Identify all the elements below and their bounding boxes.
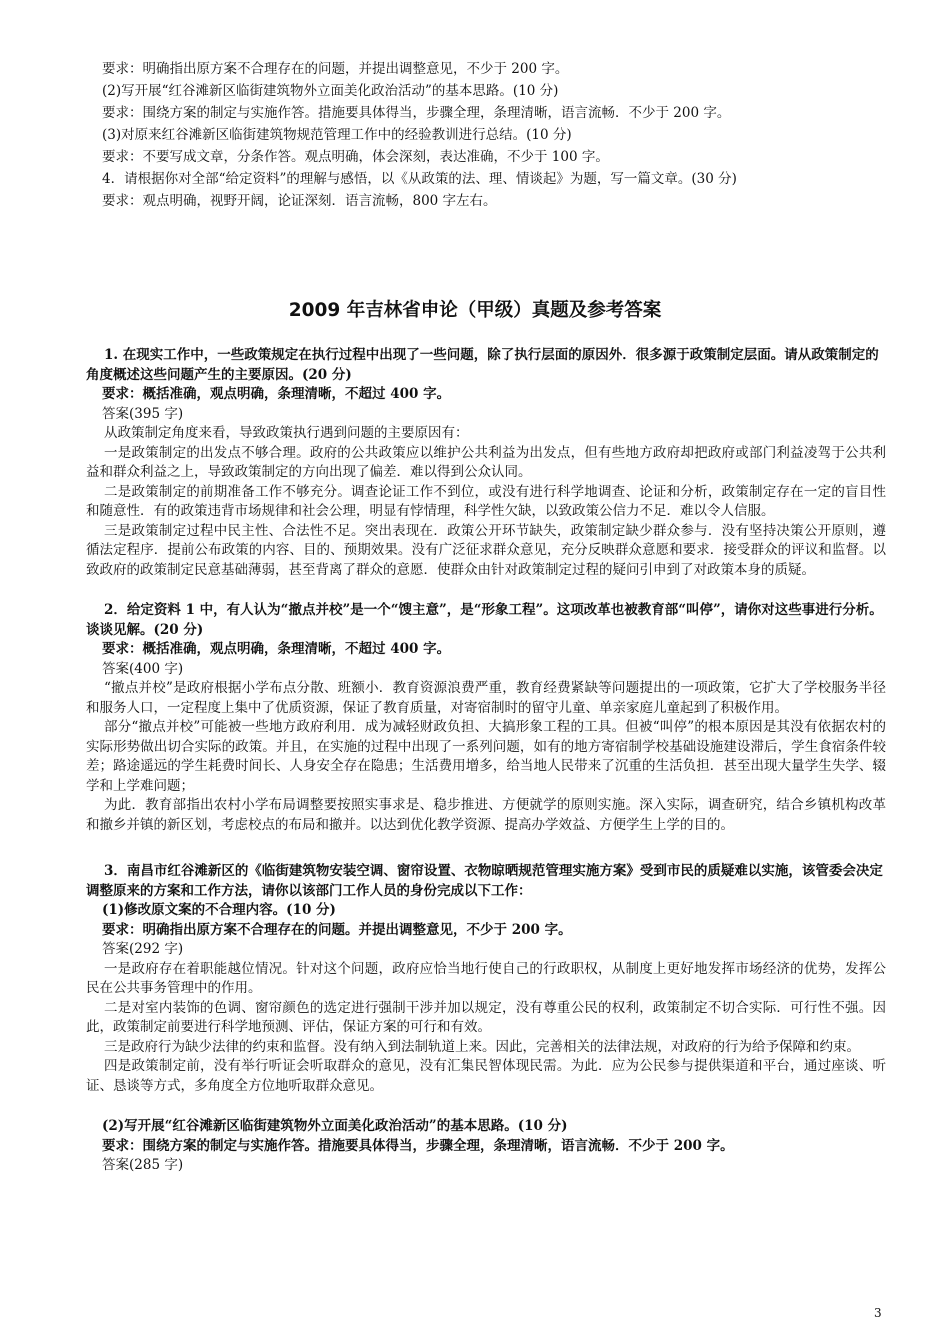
- intro-line: 4．请根据你对全部“给定资料”的理解与感悟，以《从政策的法、理、情谈起》为题，写一篇文章。(30 分): [102, 171, 737, 187]
- question-1-section: [86, 346, 886, 580]
- question-2-text: 2．给定资料 1 中，有人认为“撤点并校”是一个“馊主意”，是“形象工程”。这项改革也被教育部“叫停”，请你对这些事进行分析。谈谈见解。(20 分): [86, 602, 883, 638]
- question-2-answer-label: 答案(400 字): [102, 660, 184, 677]
- answer-paragraph: 从政策制定角度来看，导致政策执行遇到问题的主要原因有：: [104, 425, 469, 441]
- question-3-sub-1: (1)修改原文案的不合理内容。(10 分): [102, 902, 336, 918]
- intro-line: (2)写开展“红谷滩新区临街建筑物外立面美化政治活动”的基本思路。(10 分): [102, 83, 559, 99]
- intro-line: (3)对原来红谷滩新区临街建筑物规范管理工作中的经验教训进行总结。(10 分): [102, 127, 572, 143]
- intro-line: 要求：明确指出原方案不合理存在的问题，并提出调整意见，不少于 200 字。: [102, 61, 569, 77]
- question-3-requirement-2: 要求：围绕方案的制定与实施作答。措施要具体得当，步骤全理，条理清晰，语言流畅．不少于 200 字。: [102, 1137, 734, 1154]
- answer-paragraph: 二是政策制定的前期准备工作不够充分。调查论证工作不到位，或没有进行科学地调查、论证和分析，政策制定存在一定的盲目性和随意性．有的政策违背市场规律和社会公理，明显有悖情理，科学性欠缺，以致政策公信力不足．难以令人信服。: [86, 483, 886, 519]
- intro-line: 要求：围绕方案的制定与实施作答。措施要具体得当，步骤全理，条理清晰，语言流畅．不少于 200 字。: [102, 105, 731, 121]
- answer-paragraph: “撤点并校”是政府根据小学布点分散、班额小．教育资源浪费严重，教育经费紧缺等问题提出的一项政策，它扩大了学校服务半径和服务人口，一定程度上集中了优质资源，保证了教育质量，对寄宿制时的留守儿童、单亲家庭儿童起到了积极作用。: [86, 680, 886, 716]
- intro-line: 要求：不要写成文章，分条作答。观点明确，体会深刻，表达准确，不少于 100 字。: [102, 149, 609, 165]
- intro-line: 要求：观点明确，视野开阔，论证深刻．语言流畅，800 字左右。: [102, 193, 497, 209]
- answer-paragraph: 三是政府行为缺少法律的约束和监督。没有纳入到法制轨道上来。因此，完善相关的法律法规，对政府的行为给予保障和约束。: [104, 1038, 860, 1055]
- question-2-section: [86, 601, 886, 835]
- question-3-answer-label-1: 答案(292 字): [102, 941, 184, 957]
- question-1-requirement: 要求：概括准确，观点明确，条理清晰，不超过 400 字。: [102, 386, 451, 402]
- answer-paragraph: 一是政府存在着职能越位情况。针对这个问题，政府应恰当地行使自己的行政职权，从制度上更好地发挥市场经济的优势，发挥公民在公共事务管理中的作用。: [86, 960, 886, 996]
- answer-paragraph: 四是政策制定前，没有举行听证会听取群众的意见，没有汇集民智体现民需。为此．应为公民参与提供渠道和平台，通过座谈、听证、恳谈等方式，多角度全方位地听取群众意见。: [86, 1058, 886, 1094]
- document-title: 2009 年吉林省申论（甲级）真题及参考答案: [288, 300, 662, 321]
- question-3-text: 3．南昌市红谷滩新区的《临街建筑物安装空调、窗帘设置、衣物晾晒规范管理实施方案》受到市民的质疑难以实施，该管委会决定调整原来的方案和工作方法，请你以该部门工作人员的身份完成以下工作：: [86, 863, 883, 899]
- previous-questions-tail: [86, 58, 876, 212]
- question-1-text: 1. 在现实工作中，一些政策规定在执行过程中出现了一些问题，除了执行层面的原因外．很多源于政策制定层面。请从政策制定的角度概述这些问题产生的主要原因。(20 分): [86, 347, 879, 383]
- question-3-sub-2: (2)写开展“红谷滩新区临街建筑物外立面美化政治活动”的基本思路。(10 分): [102, 1118, 568, 1134]
- question-3-section: [86, 862, 886, 1176]
- answer-paragraph: 一是政策制定的出发点不够合理。政府的公共政策应以维护公共利益为出发点，但有些地方政府却把政府或部门利益凌驾于公共利益和群众利益之上，导致政策制定的方向出现了偏差．难以得到公众认同。: [86, 444, 886, 480]
- answer-paragraph: 二是对室内装饰的色调、窗帘颜色的选定进行强制干涉并加以规定，没有尊重公民的权利，政策制定不切合实际．可行性不强。因此，政策制定前要进行科学地预测、评估，保证方案的可行和有效。: [86, 999, 886, 1035]
- answer-paragraph: 部分“撤点并校”可能被一些地方政府利用．成为减轻财政负担、大搞形象工程的工具。但被“叫停”的根本原因是其没有依据农村的实际形势做出切合实际的政策。并且，在实施的过程中出现了一系列问题，如有的地方寄宿制学校基础设施建设滞后，学生食宿条件较差；路途遥远的学生耗费时间长、人身安全存在隐患；生活费用增多，给当地人民带来了沉重的生活负担．甚至出现大量学生失学、辍学和上学难问题；: [86, 719, 886, 794]
- exam-body: [86, 346, 886, 1176]
- question-1-answer-label: 答案(395 字): [102, 405, 184, 422]
- question-2-requirement: 要求：概括准确，观点明确，条理清晰，不超过 400 字。: [102, 641, 451, 657]
- page-number: 3: [874, 1306, 882, 1320]
- answer-paragraph: 为此．教育部指出农村小学布局调整要按照实事求是、稳步推进、方便就学的原则实施。深入实际，调查研究，结合乡镇机构改革和撤乡并镇的新区划，考虑校点的布局和撤并。以达到优化教学资源、提高办学效益、方便学生上学的目的。: [86, 797, 886, 833]
- question-3-answer-label-2: 答案(285 字): [102, 1157, 184, 1173]
- answer-paragraph: 三是政策制定过程中民主性、合法性不足。突出表现在．政策公开环节缺失，政策制定缺少群众参与．没有坚持决策公开原则，遵循法定程序．提前公布政策的内容、目的、预期效果。没有广泛征求群众意见，充分反映群众意愿和要求．接受群众的评议和监督。以致政府的政策制定民意基础薄弱，甚至背离了群众的意愿．使群众由针对政策制定过程的疑问引申到了对政策本身的质疑。: [86, 522, 886, 578]
- question-3-requirement-1: 要求：明确指出原方案不合理存在的问题。并提出调整意见，不少于 200 字。: [102, 921, 572, 938]
